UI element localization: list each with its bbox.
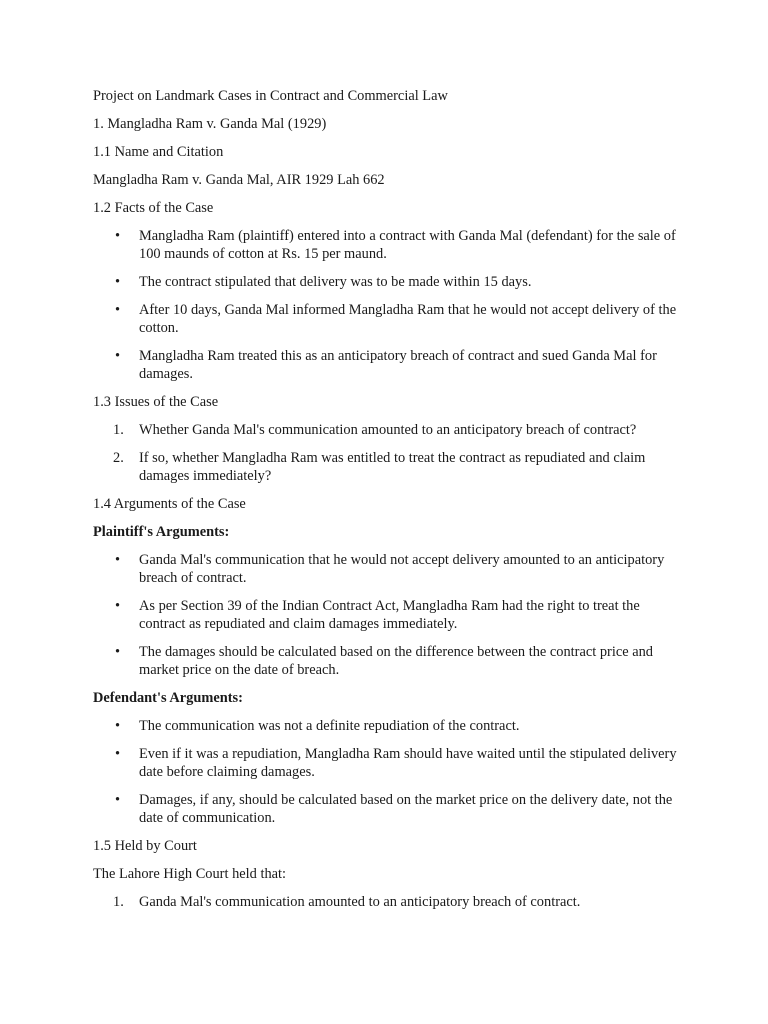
list-item-text: Mangladha Ram (plaintiff) entered into a contract with Ganda Mal (defendant) for the sale of 100 maunds of cotton at Rs. 15 per maund. [139, 228, 676, 262]
list-item [93, 227, 683, 263]
list-item-text: Ganda Mal's communication that he would not accept delivery amounted to an anticipatory breach of contract. [139, 552, 665, 586]
bullet-marker: • [115, 718, 121, 734]
bullet-marker: • [115, 598, 121, 614]
plaintiff-arguments-list [93, 551, 683, 679]
bullet-marker: • [115, 644, 121, 660]
document-title: Project on Landmark Cases in Contract and Commercial Law [93, 88, 448, 104]
list-item [93, 893, 683, 911]
list-item [93, 301, 683, 337]
facts-list [93, 227, 683, 383]
number-marker: 1. [113, 422, 124, 438]
plaintiff-arguments-label: Plaintiff's Arguments: [93, 524, 230, 540]
section-heading-facts: 1.2 Facts of the Case [93, 200, 214, 216]
list-item-text: The communication was not a definite repudiation of the contract. [139, 718, 520, 734]
bullet-marker: • [115, 792, 121, 808]
list-item-text: The damages should be calculated based on the difference between the contract price and market price on the date of breach. [139, 644, 653, 678]
list-item-text: Even if it was a repudiation, Mangladha Ram should have waited until the stipulated delivery date before claiming damages. [139, 746, 677, 780]
list-item [93, 273, 683, 291]
list-item-text: Ganda Mal's communication amounted to an anticipatory breach of contract. [139, 894, 581, 910]
list-item-text: Whether Ganda Mal's communication amounted to an anticipatory breach of contract? [139, 422, 637, 438]
bullet-marker: • [115, 746, 121, 762]
section-heading-name-citation: 1.1 Name and Citation [93, 144, 224, 160]
list-item-text: If so, whether Mangladha Ram was entitled to treat the contract as repudiated and claim damages immediately? [139, 450, 646, 484]
document-content [93, 87, 683, 921]
held-list [93, 893, 683, 911]
bullet-marker: • [115, 552, 121, 568]
section-heading-arguments: 1.4 Arguments of the Case [93, 496, 246, 512]
number-marker: 1. [113, 894, 124, 910]
defendant-arguments-label: Defendant's Arguments: [93, 690, 243, 706]
bullet-marker: • [115, 302, 121, 318]
case-heading: 1. Mangladha Ram v. Ganda Mal (1929) [93, 116, 327, 132]
citation-text: Mangladha Ram v. Ganda Mal, AIR 1929 Lah 662 [93, 172, 385, 188]
list-item [93, 551, 683, 587]
list-item [93, 421, 683, 439]
list-item-text: The contract stipulated that delivery was to be made within 15 days. [139, 274, 532, 290]
bullet-marker: • [115, 274, 121, 290]
issues-list [93, 421, 683, 485]
defendant-arguments-list [93, 717, 683, 827]
list-item [93, 745, 683, 781]
list-item [93, 347, 683, 383]
list-item [93, 449, 683, 485]
number-marker: 2. [113, 450, 124, 466]
bullet-marker: • [115, 348, 121, 364]
list-item-text: Damages, if any, should be calculated based on the market price on the delivery date, not the date of communication. [139, 792, 673, 826]
list-item [93, 717, 683, 735]
list-item [93, 597, 683, 633]
bullet-marker: • [115, 228, 121, 244]
section-heading-held: 1.5 Held by Court [93, 838, 197, 854]
held-intro: The Lahore High Court held that: [93, 866, 287, 882]
list-item [93, 791, 683, 827]
list-item-text: Mangladha Ram treated this as an anticipatory breach of contract and sued Ganda Mal for damages. [139, 348, 657, 382]
list-item-text: As per Section 39 of the Indian Contract Act, Mangladha Ram had the right to treat the contract as repudiated and claim damages immediately. [139, 598, 640, 632]
section-heading-issues: 1.3 Issues of the Case [93, 394, 219, 410]
list-item [93, 643, 683, 679]
list-item-text: After 10 days, Ganda Mal informed Mangladha Ram that he would not accept delivery of the cotton. [139, 302, 677, 336]
